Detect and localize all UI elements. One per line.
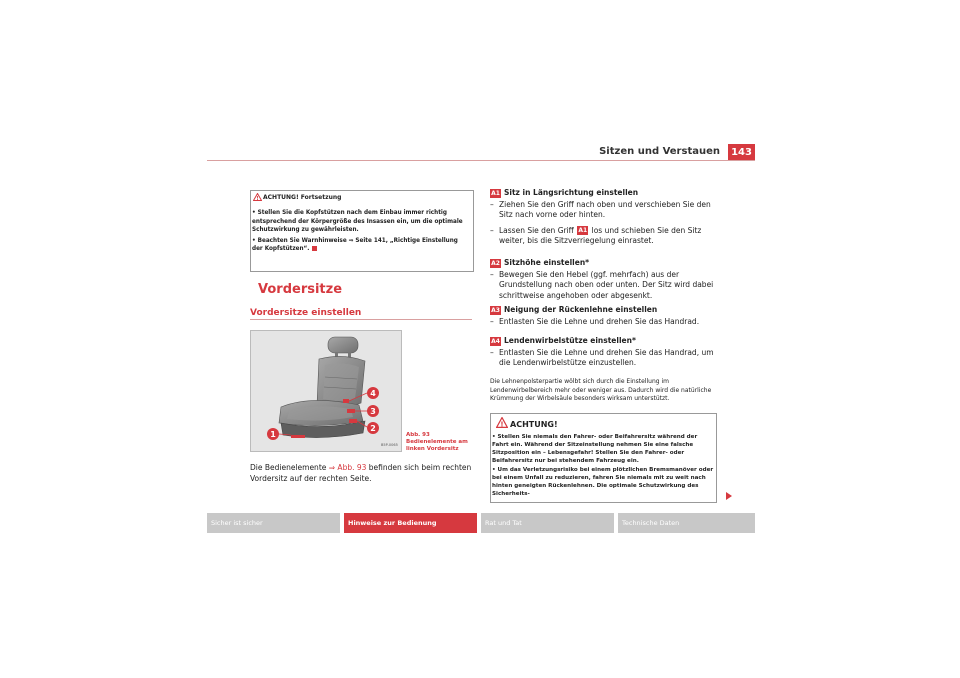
seat-illustration xyxy=(251,331,401,451)
callout-4: 4 xyxy=(370,389,376,398)
badge-a1: A1 xyxy=(491,189,500,197)
header-divider xyxy=(207,160,755,161)
warning-triangle-icon xyxy=(496,417,508,428)
badge-a3: A3 xyxy=(491,306,500,314)
warning-item: Stellen Sie die Kopfstützen nach dem Einbau immer richtig entsprechend der Körpergröße des Insassen ein, um die optimale Schutzwirkung zu gewährleisten. xyxy=(252,210,463,233)
item-step: – Bewegen Sie den Hebel (ggf. mehrfach) aus der Grundstellung nach oben oder unten. Der Sitz wird dabei schrittweise angehoben oder abgesenkt. xyxy=(490,270,718,302)
intro-text-cont: befinden sich beim rechten Vordersitz auf der rechten Seite. xyxy=(250,463,472,483)
figure-link[interactable]: ⇒ Abb. 93 xyxy=(328,463,367,472)
item-step: – Entlasten Sie die Lehne und drehen Sie das Handrad, um die Lendenwirbelstütze einzustellen. xyxy=(490,348,718,369)
end-marker-icon xyxy=(312,246,317,251)
warning-triangle-icon xyxy=(253,193,262,201)
item-step: – Lassen Sie den Griff A1 los und schieben Sie den Sitz weiter, bis die Sitzverriegelung einrastet. xyxy=(490,226,718,247)
continue-arrow-icon xyxy=(726,492,732,500)
item-a2 xyxy=(490,258,718,301)
item-a4 xyxy=(490,336,718,369)
achtung-item: Stellen Sie niemals den Fahrer- oder Beifahrersitz während der Fahrt ein. Während der Sitzeinstellung nehmen Sie eine falsche Sitzposition ein – Lebensgefahr! Stellen Sie den Fahrer- oder Beifahrersitz nur bei stehendem Fahrzeug ein. xyxy=(492,434,698,464)
warning-item: Beachten Sie Warnhinweise ⇒ Seite 141, „Richtige Einstellung der Kopfstützen“. xyxy=(252,237,458,252)
callout-2: 2 xyxy=(370,424,376,433)
seat-figure xyxy=(250,330,402,452)
intro-paragraph xyxy=(250,462,472,484)
callout-3: 3 xyxy=(370,407,376,416)
figure-code: B5P-0065 xyxy=(381,443,398,447)
warning-title: ACHTUNG! Fortsetzung xyxy=(263,194,342,201)
item-step: – Entlasten Sie die Lehne und drehen Sie das Handrad. xyxy=(490,317,718,328)
section-title: Vordersitze xyxy=(258,282,343,297)
subsection-divider xyxy=(250,319,472,320)
achtung-title: ACHTUNG! xyxy=(510,420,558,429)
warning-text: • Stellen Sie die Kopfstützen nach dem Einbau immer richtig entsprechend der Körpergröße des Insassen ein, um die optimale Schutzwirkung zu gewährleisten. • Beachten Sie Warnhinweise ⇒ Seite 141, „Richtige Einstellung der Kopfstützen“. xyxy=(252,210,463,252)
achtung-text: • Stellen Sie niemals den Fahrer- oder Beifahrersitz während der Fahrt ein. Während der Sitzeinstellung nehmen Sie eine falsche Sitzposition ein – Lebensgefahr! Stellen Sie den Fahrer- oder Beifahrersitz nur bei stehendem Fahrzeug ein. • Um das Verletzungsrisiko bei einem plötzlichen Bremsmanöver oder bei einem Unfall zu reduzieren, fahren Sie niemals mit zu weit nach hinten geneigten Rückenlehnen. Die optimale Schutzwirkung des Sicherheits- xyxy=(492,434,714,497)
subsection-title: Vordersitze einstellen xyxy=(250,308,362,318)
note-paragraph: Die Lehnenpolsterpartie wölbt sich durch die Einstellung im Lendenwirbelbereich mehr oder weniger aus. Dadurch wird die natürliche Krümmung der Wirbelsäule besonders wirksam unterstützt. xyxy=(490,378,712,402)
footer-tab-rat[interactable]: Rat und Tat xyxy=(481,513,614,533)
achtung-item: Um das Verletzungsrisiko bei einem plötzlichen Bremsmanöver oder bei einem Unfall zu reduzieren, fahren Sie niemals mit zu weit nach hinten geneigten Rückenlehnen. Die optimale Schutzwirkung des Sicherheits- xyxy=(492,467,714,497)
item-heading: Sitz in Längsrichtung einstellen xyxy=(504,188,639,197)
item-a3 xyxy=(490,305,718,327)
badge-a4: A4 xyxy=(491,337,500,345)
item-a1 xyxy=(490,188,718,247)
header-title: Sitzen und Verstauen xyxy=(599,146,720,157)
figure-caption: Abb. 93 Bedienelemente am linken Vordersitz xyxy=(406,432,468,452)
footer-tab-technik[interactable]: Technische Daten xyxy=(618,513,755,533)
footer-tab-bedienung[interactable]: Hinweise zur Bedienung xyxy=(344,513,477,533)
badge-a1-inline: A1 xyxy=(578,227,588,234)
item-step: – Ziehen Sie den Griff nach oben und verschieben Sie den Sitz nach vorne oder hinten. xyxy=(490,200,718,221)
item-heading: Neigung der Rückenlehne einstellen xyxy=(504,305,658,314)
page-number: 143 xyxy=(728,144,755,161)
callout-1: 1 xyxy=(270,430,276,439)
svg-text:!: ! xyxy=(256,196,259,201)
item-heading: Sitzhöhe einstellen* xyxy=(504,258,590,267)
intro-text: Die Bedienelemente xyxy=(250,463,329,472)
item-heading: Lendenwirbelstütze einstellen* xyxy=(504,336,636,345)
svg-text:!: ! xyxy=(500,420,504,428)
footer-tab-sicher[interactable]: Sicher ist sicher xyxy=(207,513,340,533)
badge-a2: A2 xyxy=(491,259,500,267)
